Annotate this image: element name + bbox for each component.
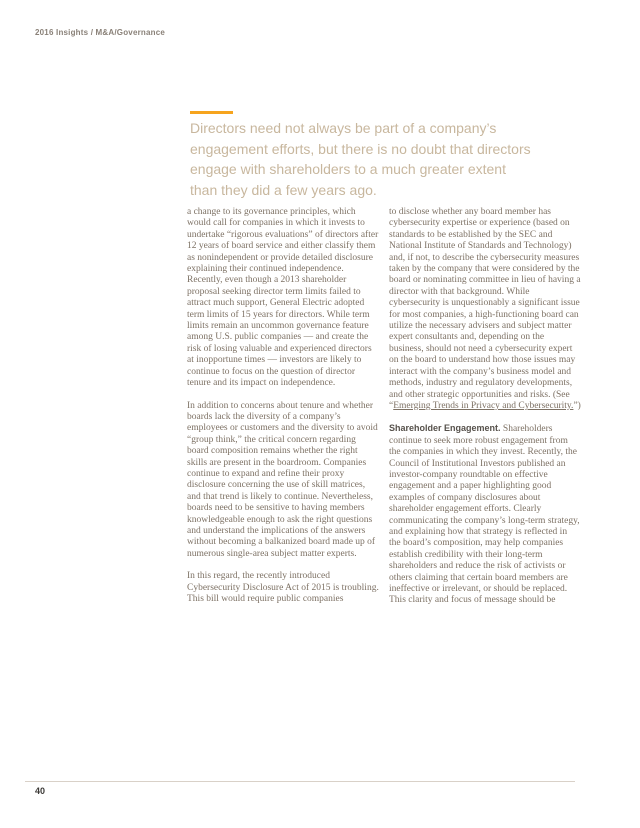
paragraph-text: Shareholders continue to seek more robust engagement from the companies in which they invest. Recently, the Council of Institutional Investors published an investor-company roundtable on effective engagement and a paper highlighting good examples of company disclosures about shareholder engagement efforts. Clearly communicating the company’s long-term strategy, and explaining how that strategy is reflected in the board’s composition, may help companies establish credibility with their long-term shareholders and reduce the risk of activists or others claiming that certain board members are ineffective or irrelevant, or should be replaced. This clarity and focus of message should be [389,424,580,606]
breadcrumb: 2016 Insights / M&A/Governance [35,28,166,37]
right-column [389,207,581,607]
footer-rule [25,781,575,782]
paragraph: In this regard, the recently introduced Cybersecurity Disclosure Act of 2015 is troubling. This bill would require public companies [187,571,379,604]
paragraph: a change to its governance principles, which would call for companies in which it invests to undertake “rigorous evaluations” of directors after 12 years of board service and either classify them as nonindependent or provide detailed disclosure explaining their continued independence. Recently, even though a 2013 shareholder proposal seeking director term limits failed to attract much support, General Electric adopted term limits of 15 years for directors. While term limits remain an uncommon governance feature among U.S. public companies — and create the risk of losing valuable and experienced directors at inopportune times — investors are likely to continue to focus on the question of director tenure and its impact on independence. [187,207,379,389]
pull-quote-line: Directors need not always be part of a company’s [190,120,497,136]
pull-quote-line: engage with shareholders to a much greater extent [190,161,506,177]
accent-rule [190,111,233,114]
paragraph [389,207,581,412]
cross-reference-link[interactable]: Emerging Trends in Privacy and Cybersecurity. [393,400,574,411]
page-number: 40 [35,786,46,796]
section-lead: Shareholder Engagement. [389,423,501,434]
pull-quote-line: engagement efforts, but there is no doubt that directors [190,140,531,157]
body-columns [187,207,581,607]
paragraph: In addition to concerns about tenure and whether boards lack the diversity of a company’s employees or customers and the diversity to avoid “group think,” the critical concern regarding board composition remains whether the right skills are present in the boardroom. Companies continue to expand and refine their proxy disclosure concerning the use of skill matrices, and that trend is likely to continue. Nevertheless, boards need to be sensitive to having members knowledgeable enough to ask the right questions and understand the implications of the answers without becoming a balkanized board made up of numerous single-area subject matter experts. [187,400,378,559]
paragraph-text: ”) [573,400,581,411]
paragraph-text: to disclose whether any board member has cybersecurity expertise or experience (based on standards to be established by the SEC and National Institute of Standards and Technology) and, if not, to describe the cybersecurity measures taken by the company that were considered by the board or nominating committee in lieu of having a director with that background. While cybersecurity is unquestionably a significant issue for most companies, a high-functioning board can utilize the necessary advisers and subject matter expert consultants and, depending on the business, should not need a cybersecurity expert on the board to understand how those issues may interact with the company’s business model and methods, industry and regulatory developments, and other strategic opportunities and risks. (See “ [389,207,581,411]
pull-quote [190,118,620,200]
pull-quote-line: than they did a few years ago. [190,181,377,198]
left-column [187,207,379,607]
paragraph [389,423,581,607]
